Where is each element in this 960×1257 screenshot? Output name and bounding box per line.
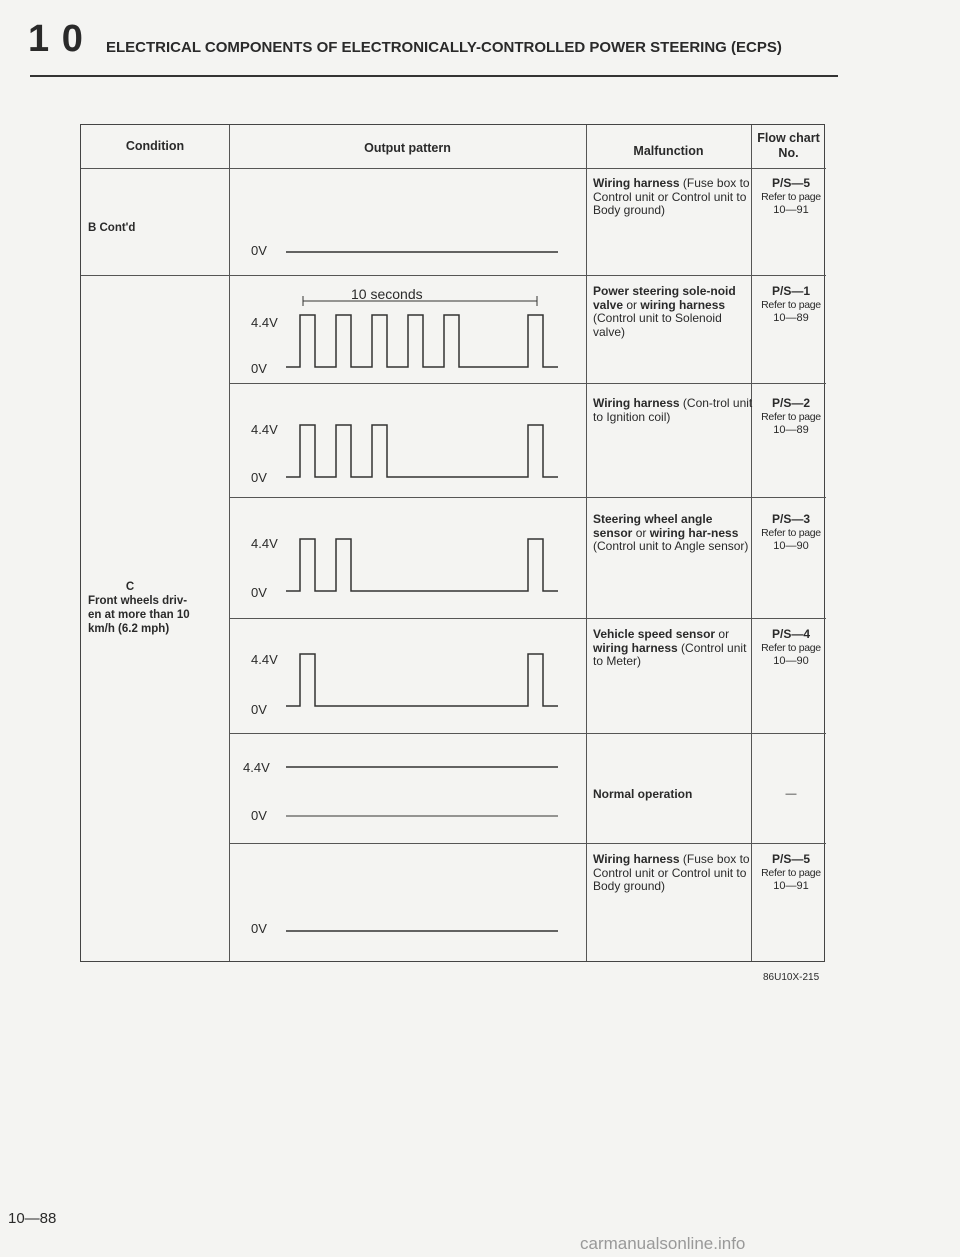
flow-chart-ref: P/S—5 Refer to page 10—91 xyxy=(761,176,821,216)
row-divider xyxy=(81,168,826,169)
condition-c: C Front wheels driv- en at more than 10 km/h (6.2 mph) xyxy=(88,581,190,635)
pulse-waveform-line xyxy=(286,539,558,591)
row-divider xyxy=(81,275,826,276)
malfunction-text: Power steering sole-noid valve or wiring harness (Control unit to Solenoid valve) xyxy=(593,284,736,339)
flow-chart-ref: P/S—5 Refer to page 10—91 xyxy=(761,852,821,892)
header-condition: Condition xyxy=(125,139,185,153)
flow-chart-ref: P/S—2 Refer to page 10—89 xyxy=(761,396,821,436)
flow-chart-ref: P/S—1 Refer to page 10—89 xyxy=(761,284,821,324)
malfunction-text: Wiring harness (Fuse box to Control unit or Control unit to Body ground) xyxy=(593,176,750,217)
row-divider xyxy=(229,733,826,734)
figure-code: 86U10X-215 xyxy=(763,972,820,983)
waveform-output-pattern xyxy=(286,930,561,934)
page-number: 10—88 xyxy=(8,1210,57,1227)
waveform-output-pattern xyxy=(286,251,561,255)
voltage-label-low: 0V xyxy=(251,921,267,936)
header-flow-chart: Flow chart No. xyxy=(757,131,820,160)
voltage-label-low: 0V xyxy=(251,702,267,717)
voltage-label-low: 0V xyxy=(251,808,267,823)
waveform-output-pattern xyxy=(286,652,561,712)
flow-chart-ref: P/S—4 Refer to page 10—90 xyxy=(761,627,821,667)
malfunction-text: Normal operation xyxy=(593,787,693,801)
voltage-label-low: 0V xyxy=(251,243,267,258)
page-header xyxy=(28,18,838,68)
time-span-label: 10 seconds xyxy=(351,286,423,302)
condition-b: B Cont'd xyxy=(88,222,136,234)
malfunction-text: Vehicle speed sensor or wiring harness (Control unit to Meter) xyxy=(593,627,747,668)
chapter-title: ELECTRICAL COMPONENTS OF ELECTRONICALLY-CONTROLLED POWER STEERING (ECPS) xyxy=(106,39,782,56)
voltage-label-high: 4.4V xyxy=(251,536,278,551)
column-divider xyxy=(229,125,230,961)
malfunction-text: Wiring harness (Con-trol unit to Ignition coil) xyxy=(593,396,753,424)
header-output-pattern: Output pattern xyxy=(364,141,451,155)
chapter-number: 1 0 xyxy=(28,18,84,60)
voltage-label-high: 4.4V xyxy=(251,315,278,330)
voltage-label-low: 0V xyxy=(251,585,267,600)
voltage-label-high: 4.4V xyxy=(251,422,278,437)
row-divider xyxy=(229,497,826,498)
watermark: carmanualsonline.info xyxy=(580,1234,746,1253)
flow-chart-ref: — xyxy=(785,788,797,800)
voltage-label-high: 4.4V xyxy=(251,652,278,667)
row-divider xyxy=(229,618,826,619)
header-rule xyxy=(30,75,838,77)
waveform-output-pattern xyxy=(286,766,561,820)
voltage-label-low: 0V xyxy=(251,470,267,485)
row-divider xyxy=(229,843,826,844)
column-divider xyxy=(586,125,587,961)
malfunction-text: Steering wheel angle sensor or wiring har-ness (Control unit to Angle sensor) xyxy=(593,512,749,553)
diagnosis-table xyxy=(80,124,825,962)
voltage-label-high: 4.4V xyxy=(243,760,270,775)
waveform-output-pattern xyxy=(286,423,561,483)
row-divider xyxy=(229,383,826,384)
header-malfunction: Malfunction xyxy=(633,144,704,158)
waveform-output-pattern xyxy=(286,313,561,373)
pulse-waveform-line xyxy=(286,315,558,367)
malfunction-text: Wiring harness (Fuse box to Control unit or Control unit to Body ground) xyxy=(593,852,750,893)
pulse-waveform-line xyxy=(286,425,558,477)
flow-chart-ref: P/S—3 Refer to page 10—90 xyxy=(761,512,821,552)
time-span-arrow xyxy=(301,295,541,307)
voltage-label-low: 0V xyxy=(251,361,267,376)
waveform-output-pattern xyxy=(286,537,561,597)
pulse-waveform-line xyxy=(286,654,558,706)
